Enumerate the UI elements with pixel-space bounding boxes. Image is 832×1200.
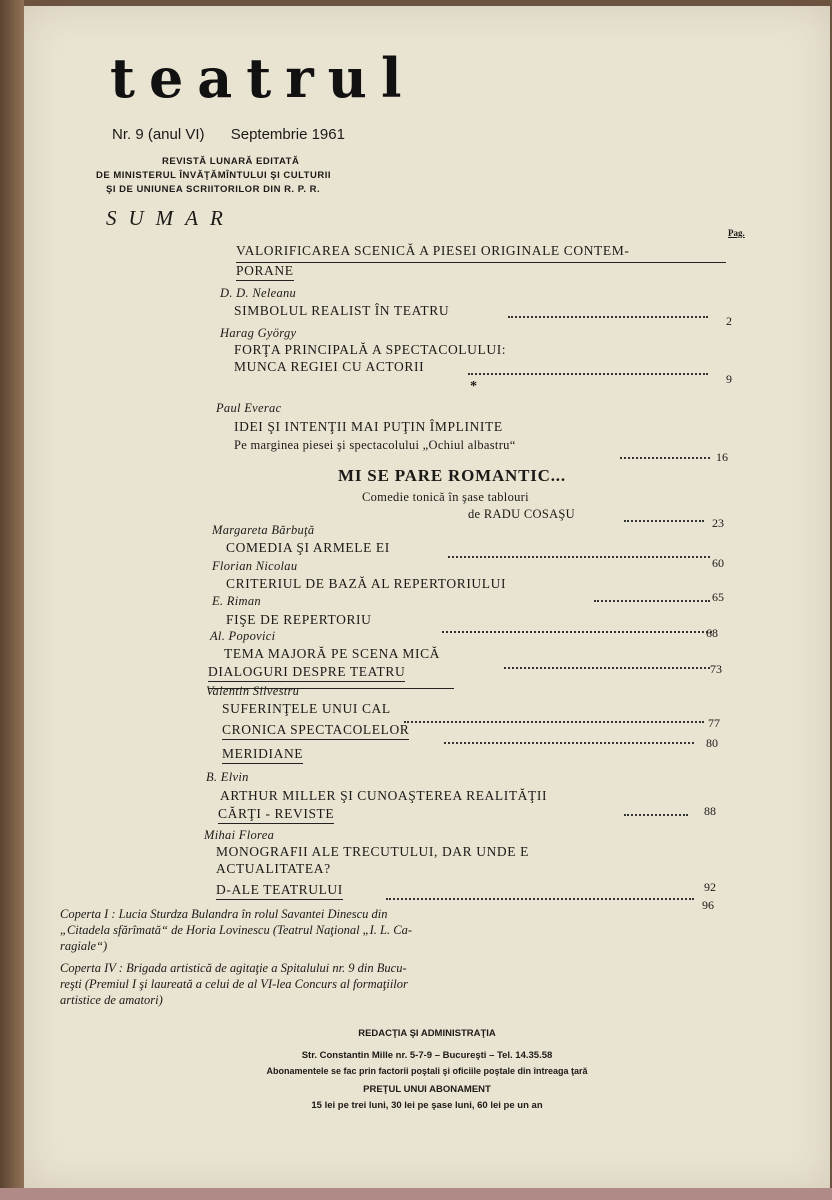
toc-page-number: 73 — [710, 662, 722, 676]
issue-line — [112, 126, 345, 143]
footer-address: Str. Constantin Mille nr. 5-7-9 – Bucureşti – Tel. 14.35.58 — [301, 1050, 553, 1061]
dot-leader — [594, 600, 710, 602]
toc-entry-title: FORŢA PRINCIPALĂ A SPECTACOLULUI: — [234, 342, 507, 357]
toc-entry-title: CRITERIUL DE BAZĂ AL REPERTORIULUI — [226, 576, 507, 591]
dot-leader — [448, 556, 710, 558]
toc-entry-title: TEMA MAJORĂ PE SCENA MICĂ — [224, 646, 441, 661]
toc-page-number: 9 — [726, 372, 732, 386]
cover-1-caption-line-2: „Citadela sfărîmată“ de Horia Lovinescu (Teatrul Naţional „I. L. Ca- — [60, 923, 413, 937]
toc-entry-subtitle: Pe marginea piesei şi spectacolului „Ochiul albastru“ — [234, 438, 516, 452]
footer-price-text: 15 lei pe trei luni, 30 lei pe şase luni, 60 lei pe un an — [311, 1100, 543, 1111]
toc-section-carti: CĂRŢI - REVISTE — [218, 806, 334, 824]
toc-section-valorificarea-cont: PORANE — [236, 263, 294, 281]
toc-page-number: 68 — [706, 626, 718, 640]
dot-leader — [444, 742, 694, 744]
document-page — [24, 6, 830, 1188]
toc-author: Florian Nicolau — [212, 559, 298, 573]
toc-page-number: 92 — [704, 880, 716, 894]
featured-play-subtitle: Comedie tonică în şase tablouri — [362, 490, 529, 504]
toc-heading: SUMAR — [106, 206, 235, 230]
toc-entry-title: IDEI ŞI INTENŢII MAI PUŢIN ÎMPLINITE — [234, 419, 503, 434]
featured-play-byline: de RADU COSAŞU — [468, 507, 575, 521]
toc-author: Valentin Silvestru — [206, 684, 300, 698]
book-binding-edge — [0, 0, 24, 1200]
separator-asterisk: * — [470, 379, 477, 394]
toc-author: E. Riman — [212, 594, 261, 608]
toc-page-number: 80 — [706, 736, 718, 750]
dot-leader — [624, 814, 688, 816]
dot-leader — [404, 721, 704, 723]
cover-1-caption-line-3: ragiale“) — [60, 939, 108, 953]
cover-4-caption-line-2: reşti (Premiul I şi laureată a celui de al VI-lea Concurs al formaţiilor — [60, 977, 408, 991]
toc-author: Harag György — [220, 326, 297, 340]
issue-number: Nr. 9 (anul VI) — [112, 126, 205, 143]
toc-section-cronica: CRONICA SPECTACOLELOR — [222, 722, 409, 740]
toc-entry-title: SUFERINŢELE UNUI CAL — [222, 701, 391, 716]
magazine-title: teatrul — [110, 46, 416, 110]
toc-entry-title-cont: ACTUALITATEA? — [216, 861, 331, 876]
toc-page-number: 2 — [726, 314, 732, 328]
toc-entry-title: MONOGRAFII ALE TRECUTULUI, DAR UNDE E — [216, 844, 529, 859]
toc-page-number: 60 — [712, 556, 724, 570]
toc-author: Al. Popovici — [210, 629, 276, 643]
footer-price-heading: PREŢUL UNUI ABONAMENT — [363, 1084, 491, 1095]
cover-1-caption-line-1: Coperta I : Lucia Sturdza Bulandra în rolul Savantei Dinescu din — [60, 907, 388, 921]
toc-entry-title: SIMBOLUL REALIST ÎN TEATRU — [234, 303, 450, 318]
toc-page-number: 16 — [716, 450, 728, 464]
toc-page-number: 88 — [704, 804, 716, 818]
featured-play-title: MI SE PARE ROMANTIC... — [338, 466, 566, 485]
toc-author: Mihai Florea — [204, 828, 275, 842]
dot-leader — [386, 898, 694, 900]
book-binding-bottom — [0, 1188, 832, 1200]
page-column-label: Pag. — [728, 228, 745, 238]
toc-entry-title-cont: MUNCA REGIEI CU ACTORII — [234, 359, 425, 374]
toc-author: Paul Everac — [216, 401, 282, 415]
cover-4-caption-line-1: Coperta IV : Brigada artistică de agitaţie a Spitalului nr. 9 din Bucu- — [60, 961, 407, 975]
dot-leader — [624, 520, 704, 522]
footer-heading: REDACŢIA ŞI ADMINISTRAŢIA — [358, 1028, 496, 1039]
toc-page-number: 23 — [712, 516, 724, 530]
issue-date: Septembrie 1961 — [230, 126, 345, 143]
publisher-line-2: DE MINISTERUL ÎNVĂŢĂMÎNTULUI ŞI CULTURII — [96, 170, 331, 181]
section-rule — [236, 262, 726, 263]
toc-entry-title: ARTHUR MILLER ŞI CUNOAŞTEREA REALITĂŢII — [220, 788, 548, 803]
dot-leader — [504, 667, 710, 669]
toc-entry-title: COMEDIA ŞI ARMELE EI — [226, 540, 390, 555]
toc-section-meridiane: MERIDIANE — [222, 746, 303, 764]
toc-page-number: 65 — [712, 590, 724, 604]
toc-page-number: 96 — [702, 898, 714, 912]
dot-leader — [468, 373, 708, 375]
publisher-line-1: REVISTĂ LUNARĂ EDITATĂ — [162, 156, 300, 167]
toc-section-valorificarea: VALORIFICAREA SCENICĂ A PIESEI ORIGINALE CONTEM- — [236, 243, 630, 258]
toc-entry-title: FIŞE DE REPERTORIU — [226, 612, 372, 627]
toc-page-number: 77 — [708, 716, 720, 730]
toc-section-dialoguri: DIALOGURI DESPRE TEATRU — [208, 664, 405, 682]
toc-section-dale: D-ALE TEATRULUI — [216, 882, 343, 900]
toc-author: Margareta Bărbuţă — [212, 523, 315, 537]
dot-leader — [442, 631, 712, 633]
toc-author: B. Elvin — [206, 770, 249, 784]
publisher-line-3: ŞI DE UNIUNEA SCRIITORILOR DIN R. P. R. — [106, 184, 321, 195]
dot-leader — [508, 316, 708, 318]
toc-author: D. D. Neleanu — [220, 286, 297, 300]
cover-4-caption-line-3: artistice de amatori) — [60, 993, 163, 1007]
dot-leader — [620, 457, 710, 459]
footer-subscriptions: Abonamentele se fac prin factorii poştali şi oficiile poştale din întreaga ţară — [266, 1066, 588, 1076]
